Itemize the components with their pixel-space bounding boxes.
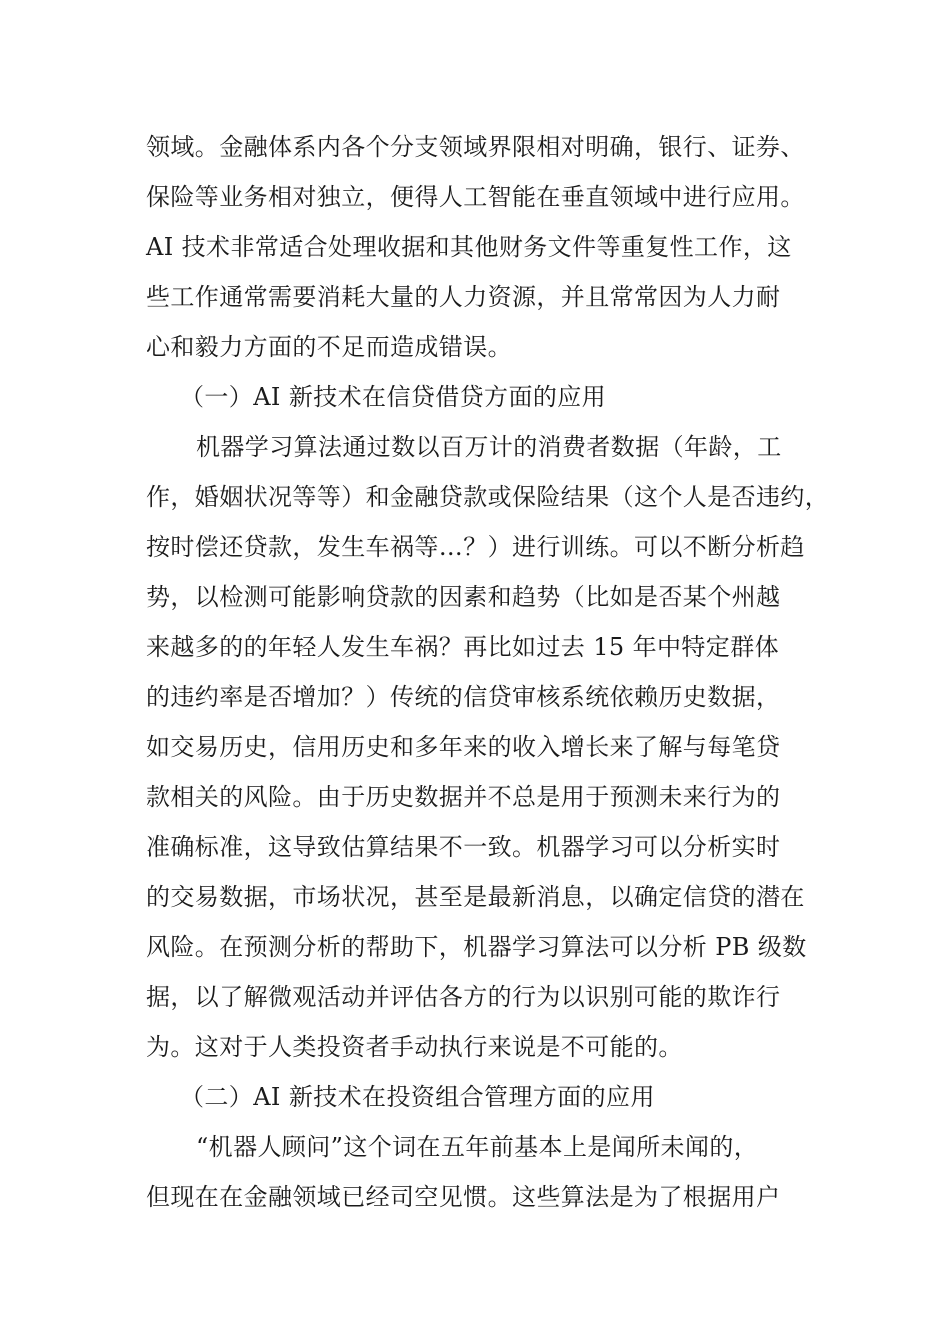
paragraph-2-line-3: 按时偿还贷款，发生车祸等…？）进行训练。可以不断分析趋	[146, 533, 805, 561]
paragraph-1-line-4: 些工作通常需要消耗大量的人力资源，并且常常因为人力耐	[146, 283, 781, 311]
paragraph-2-line-5: 来越多的的年轻人发生车祸？再比如过去 15 年中特定群体	[146, 633, 779, 661]
paragraph-3-line-1: “机器人顾问”这个词在五年前基本上是闻所未闻的，	[196, 1133, 759, 1161]
paragraph-2-line-2: 作，婚姻状况等等）和金融贷款或保险结果（这个人是否违约，	[146, 483, 830, 511]
paragraph-2-line-11: 风险。在预测分析的帮助下，机器学习算法可以分析 PB 级数	[146, 933, 807, 961]
paragraph-2-line-6: 的违约率是否增加？）传统的信贷审核系统依赖历史数据，	[146, 683, 781, 711]
paragraph-2-line-4: 势，以检测可能影响贷款的因素和趋势（比如是否某个州越	[146, 583, 781, 611]
paragraph-3-line-2: 但现在在金融领域已经司空见惯。这些算法是为了根据用户	[146, 1183, 781, 1211]
paragraph-2-line-10: 的交易数据，市场状况，甚至是最新消息，以确定信贷的潜在	[146, 883, 805, 911]
paragraph-1-line-3: AI 技术非常适合处理收据和其他财务文件等重复性工作，这	[146, 233, 792, 261]
section-heading-1: （一）AI 新技术在信贷借贷方面的应用	[180, 383, 607, 411]
paragraph-1-line-1: 领域。金融体系内各个分支领域界限相对明确，银行、证券、	[146, 133, 805, 161]
paragraph-1-line-5: 心和毅力方面的不足而造成错误。	[146, 333, 512, 361]
paragraph-2-line-1: 机器学习算法通过数以百万计的消费者数据（年龄，工	[196, 433, 782, 461]
paragraph-2-line-12: 据，以了解微观活动并评估各方的行为以识别可能的欺诈行	[146, 983, 781, 1011]
section-heading-2: （二）AI 新技术在投资组合管理方面的应用	[180, 1083, 655, 1111]
paragraph-1-line-2: 保险等业务相对独立，便得人工智能在垂直领域中进行应用。	[146, 183, 805, 211]
paragraph-2-line-9: 准确标准，这导致估算结果不一致。机器学习可以分析实时	[146, 833, 781, 861]
paragraph-2-line-7: 如交易历史，信用历史和多年来的收入增长来了解与每笔贷	[146, 733, 781, 761]
paragraph-2-line-13: 为。这对于人类投资者手动执行来说是不可能的。	[146, 1033, 683, 1061]
paragraph-2-line-8: 款相关的风险。由于历史数据并不总是用于预测未来行为的	[146, 783, 781, 811]
